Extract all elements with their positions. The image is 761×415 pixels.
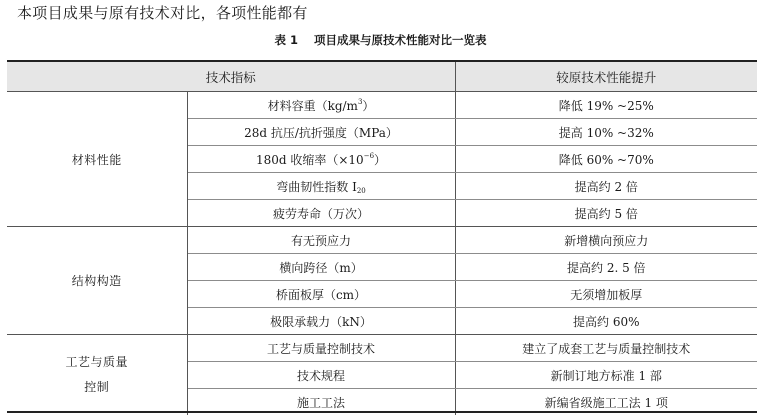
table-row	[7, 92, 757, 119]
indicator-cell: 28d 抗压/抗折强度（MPa）	[187, 119, 455, 146]
category-cell	[7, 335, 187, 415]
indicator-cell: 疲劳寿命（万次）	[187, 200, 455, 227]
header-improvement: 较原技术性能提升	[455, 62, 757, 92]
indicator-cell: 弯曲韧性指数 $I_{20}$	[187, 173, 455, 200]
intro-text: 本项目成果与原有技术对比，各项性能都有	[17, 3, 308, 23]
table-header-row	[7, 62, 757, 92]
improvement-cell: 降低 19% ~25%	[455, 92, 757, 119]
category-line: 工艺与质量	[7, 350, 187, 375]
improvement-cell: 提高约 60%	[455, 308, 757, 335]
indicator-cell: 工艺与质量控制技术	[187, 335, 455, 362]
improvement-cell: 降低 60% ~70%	[455, 146, 757, 173]
indicator-cell: 180d 收缩率$(\times 10^{-6})$	[187, 146, 455, 173]
improvement-cell: 建立了成套工艺与质量控制技术	[455, 335, 757, 362]
table-row	[7, 335, 757, 362]
category-cell: 材料性能	[7, 92, 187, 227]
improvement-cell: 提高约 5 倍	[455, 200, 757, 227]
improvement-cell: 无须增加板厚	[455, 281, 757, 308]
indicator-cell: 桥面板厚（cm）	[187, 281, 455, 308]
table-row	[7, 227, 757, 254]
table-number: 表 1	[274, 33, 298, 47]
header-indicator: 技术指标	[7, 62, 455, 92]
indicator-cell: 极限承载力（kN）	[187, 308, 455, 335]
indicator-cell: 材料容重$(kg/m^3)$	[187, 92, 455, 119]
indicator-cell: 有无预应力	[187, 227, 455, 254]
bottom-rule	[7, 411, 757, 413]
improvement-cell: 提高约 2. 5 倍	[455, 254, 757, 281]
table-title: 项目成果与原技术性能对比一览表	[314, 33, 487, 47]
improvement-cell: 提高约 2 倍	[455, 173, 757, 200]
improvement-cell: 新制订地方标准 1 部	[455, 362, 757, 389]
improvement-cell: 提高 10% ~32%	[455, 119, 757, 146]
indicator-cell: 技术规程	[187, 362, 455, 389]
indicator-cell: 横向跨径（m）	[187, 254, 455, 281]
indicator-cell: 施工工法	[187, 389, 455, 415]
improvement-cell: 新编省级施工工法 1 项	[455, 389, 757, 415]
improvement-cell: 新增横向预应力	[455, 227, 757, 254]
category-cell: 结构构造	[7, 227, 187, 335]
category-line: 控制	[7, 375, 187, 400]
comparison-table	[7, 62, 757, 415]
table-caption	[0, 32, 761, 48]
